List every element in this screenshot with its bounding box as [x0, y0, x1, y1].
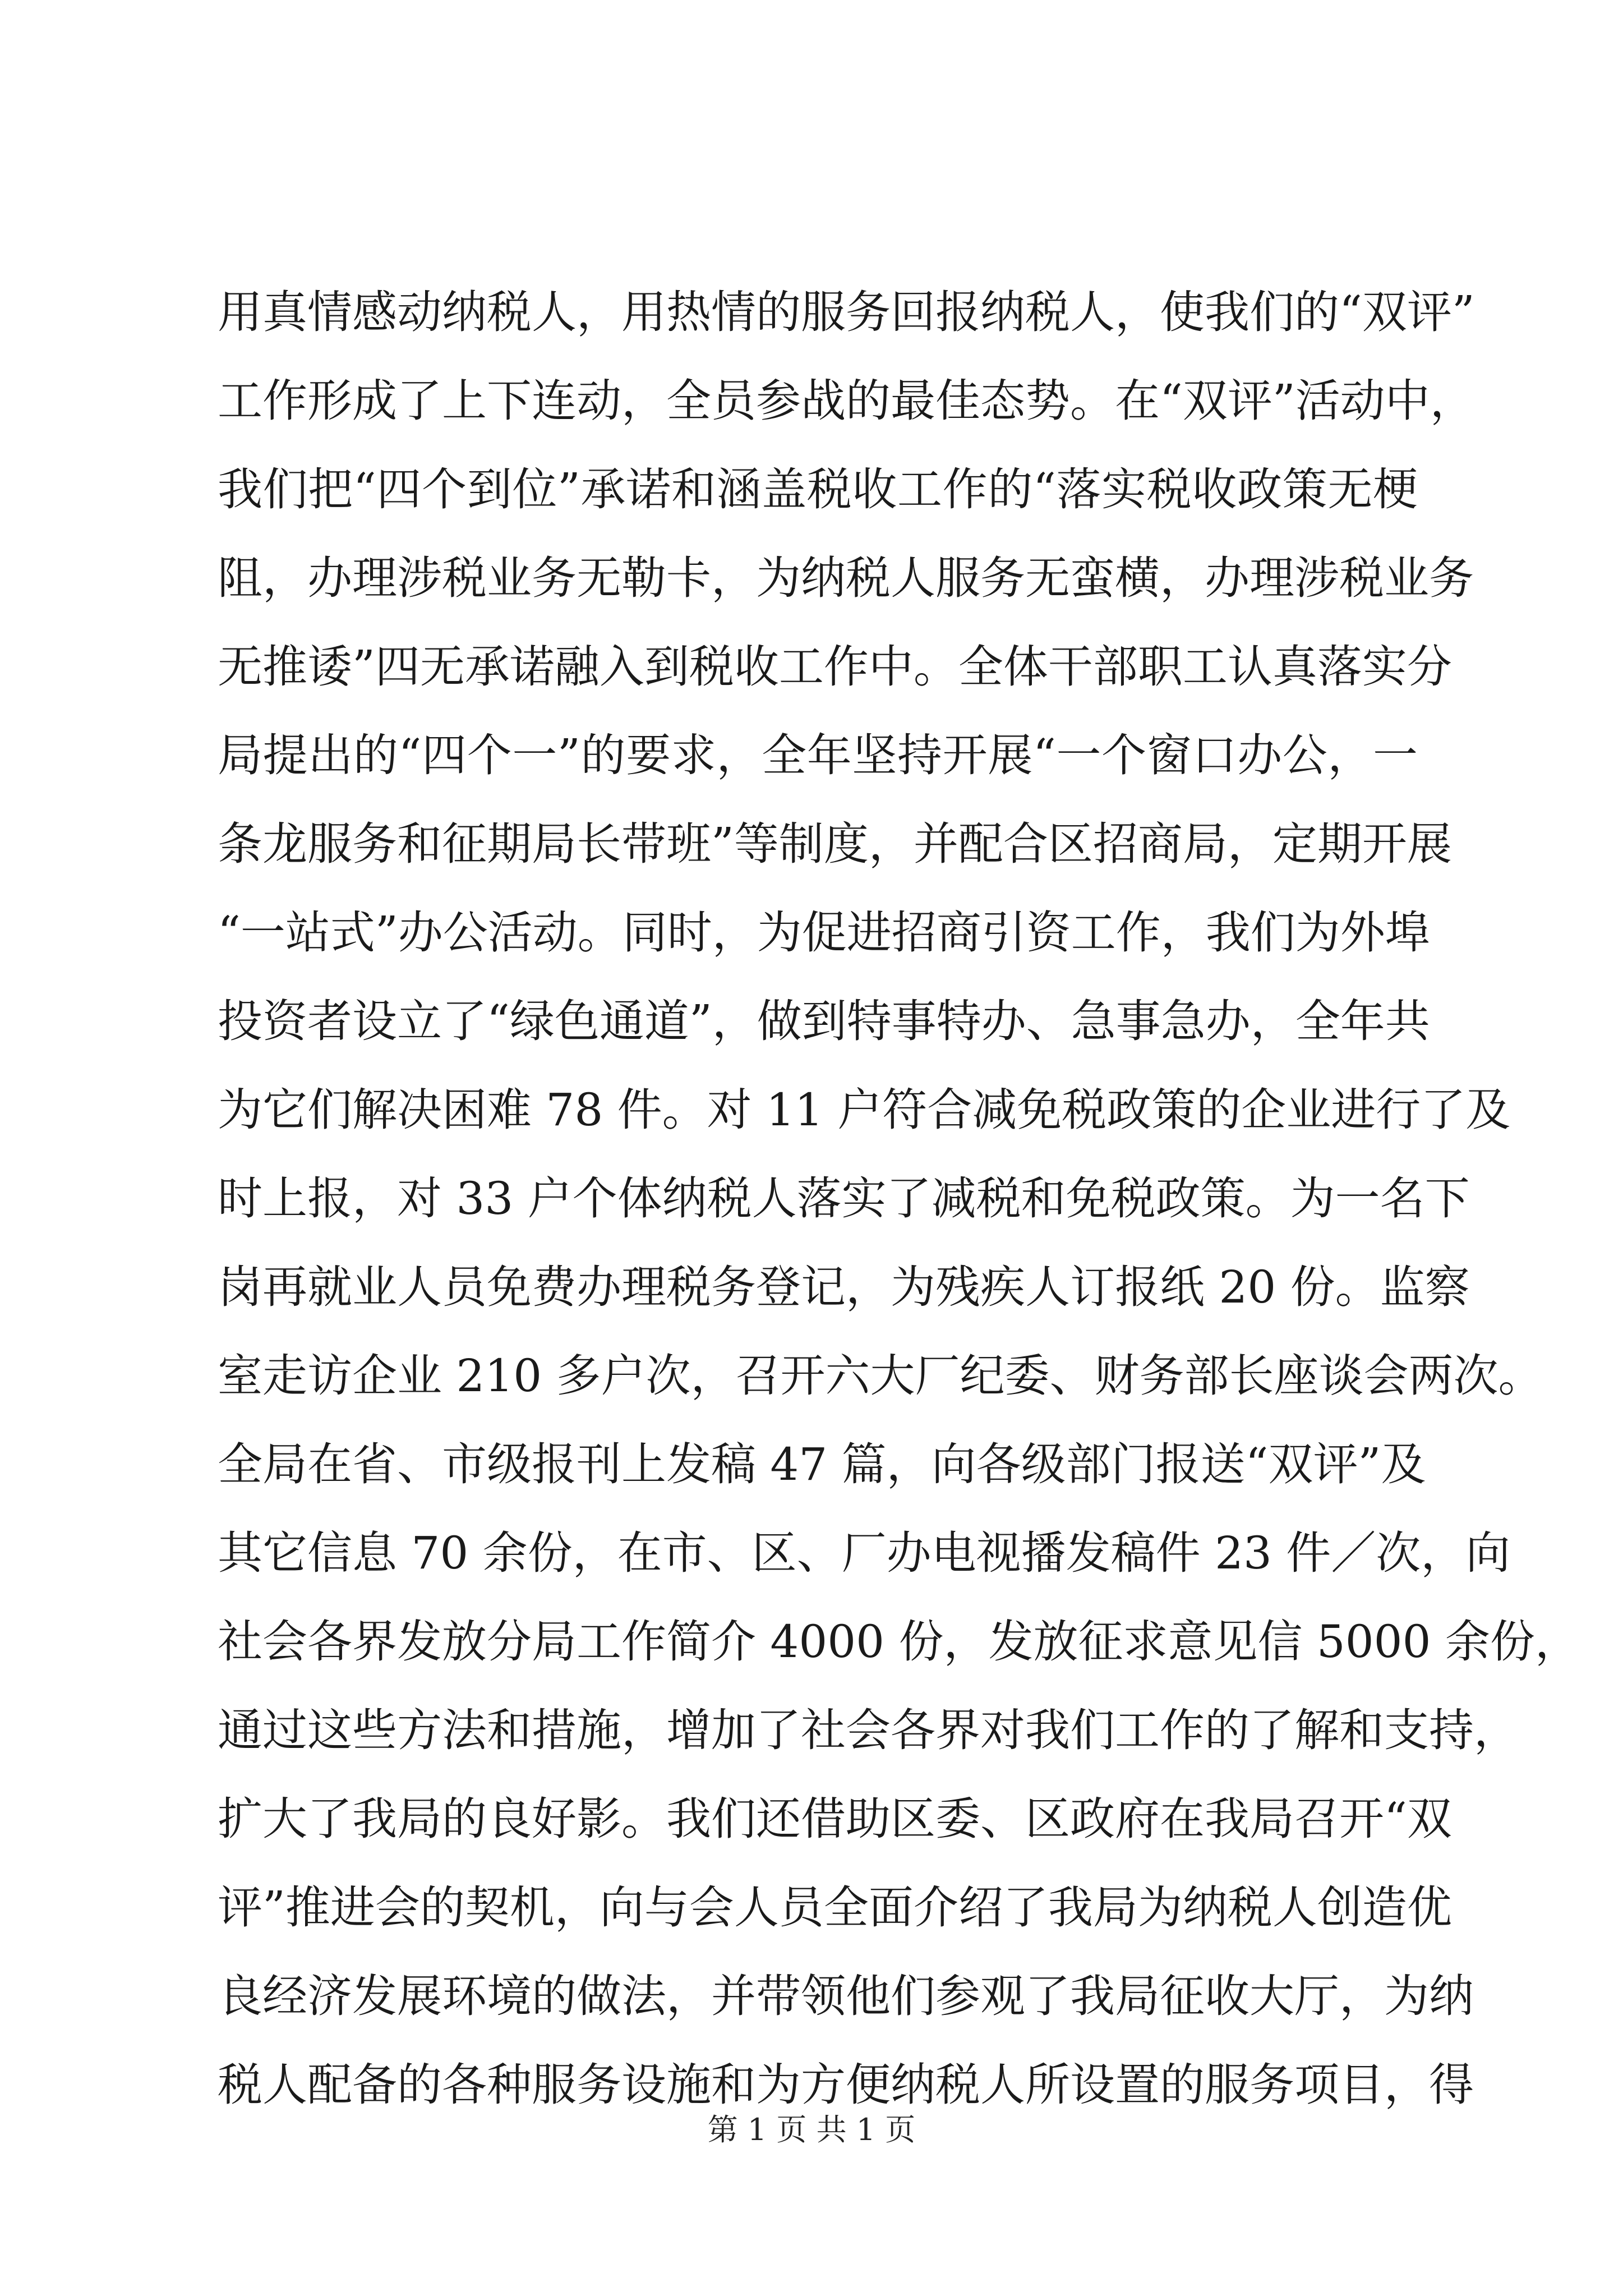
text-line-8: “一站式”办公活动。同时，为促进招商引资工作，我们为外埠 [218, 907, 1430, 959]
text-line-16: 社会各界发放分局工作简介 4000 份，发放征求意见信 5000 余份， [218, 1616, 1580, 1668]
text-line-9: 投资者设立了“绿色通道”，做到特事特办、急事急办，全年共 [218, 995, 1430, 1047]
text-line-15: 其它信息 70 余份，在市、区、厂办电视播发稿件 23 件／次，向 [218, 1527, 1511, 1579]
page-footer: 第 1 页 共 1 页 [707, 2112, 916, 2147]
body-paragraph [218, 268, 1580, 2129]
text-line-14: 全局在省、市级报刊上发稿 47 篇，向各级部门报送“双评”及 [218, 1438, 1426, 1490]
text-line-19: 评”推进会的契机，向与会人员全面介绍了我局为纳税人创造优 [218, 1881, 1452, 1934]
text-line-20: 良经济发展环境的做法，并带领他们参观了我局征收大厅，为纳 [218, 1970, 1474, 2022]
text-line-17: 通过这些方法和措施，增加了社会各界对我们工作的了解和支持， [218, 1704, 1519, 1756]
text-line-6: 局提出的“四个一”的要求，全年坚持开展“一个窗口办公，一 [218, 729, 1418, 781]
text-line-18: 扩大了我局的良好影。我们还借助区委、区政府在我局召开“双 [218, 1793, 1452, 1845]
text-line-21: 税人配备的各种服务设施和为方便纳税人所设置的服务项目，得 [218, 2059, 1474, 2111]
text-line-2: 工作形成了上下连动，全员参战的最佳态势。在“双评”活动中， [218, 375, 1475, 427]
text-line-4: 阻，办理涉税业务无勒卡，为纳税人服务无蛮横，办理涉税业务 [218, 552, 1474, 604]
text-line-7: 条龙服务和征期局长带班”等制度，并配合区招商局，定期开展 [218, 818, 1452, 870]
text-line-5: 无推诿”四无承诺融入到税收工作中。全体干部职工认真落实分 [218, 641, 1452, 693]
text-line-11: 时上报，对 33 户个体纳税人落实了减税和免税政策。为一名下 [218, 1172, 1470, 1225]
text-line-3: 我们把“四个到位”承诺和涵盖税收工作的“落实税收政策无梗 [218, 463, 1418, 516]
text-line-10: 为它们解决困难 78 件。对 11 户符合减免税政策的企业进行了及 [218, 1084, 1511, 1136]
text-line-13: 室走访企业 210 多户次，召开六大厂纪委、财务部长座谈会两次。 [218, 1350, 1543, 1402]
text-line-1: 用真情感动纳税人，用热情的服务回报纳税人，使我们的“双评” [218, 286, 1475, 338]
text-line-12: 岗再就业人员免费办理税务登记，为残疾人订报纸 20 份。监察 [218, 1261, 1470, 1313]
